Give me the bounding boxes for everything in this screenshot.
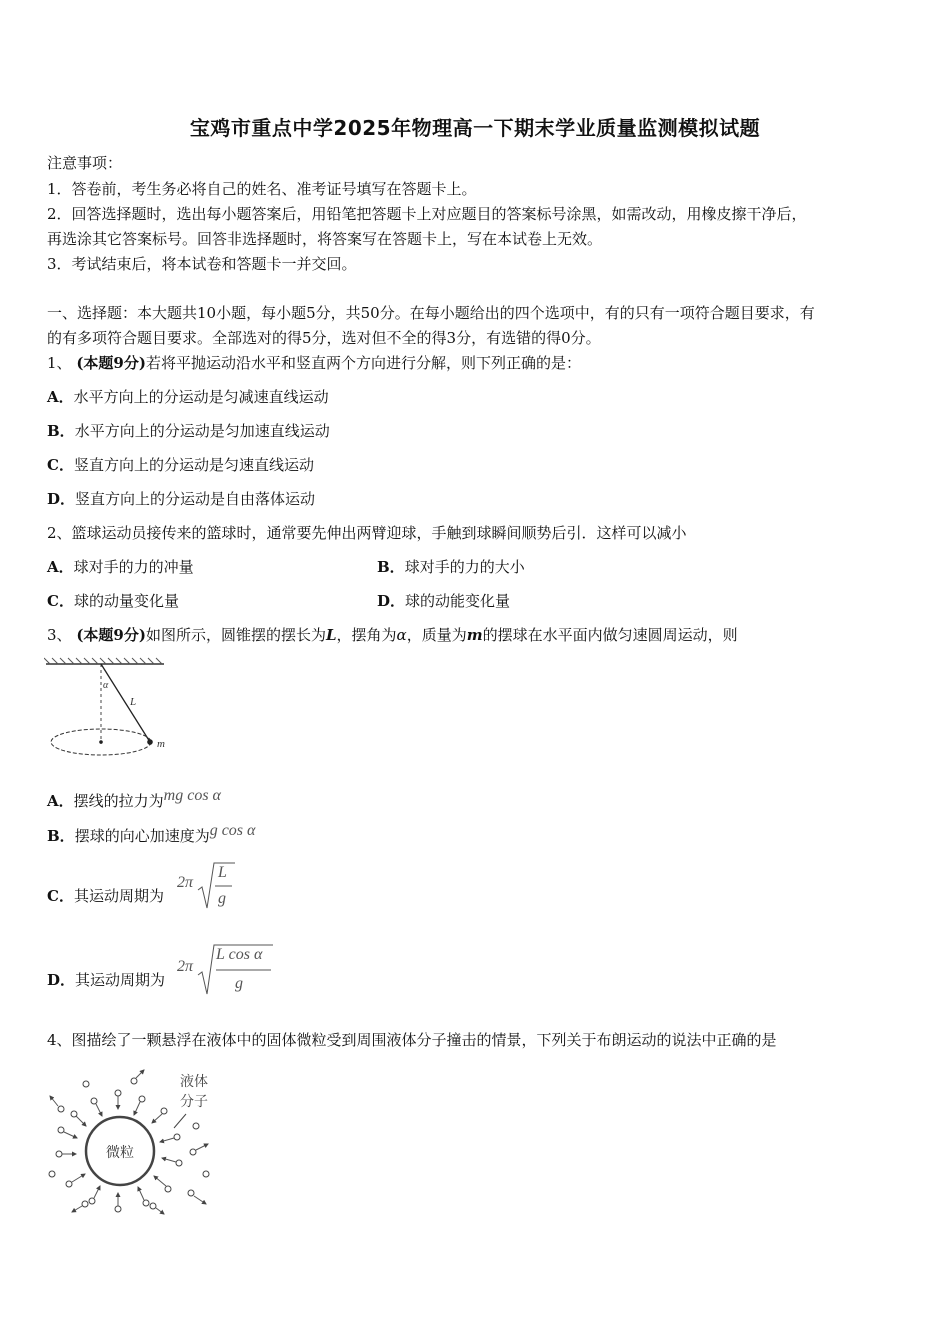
figure-label-liquid: 液体 [180,1075,208,1090]
question-1-option-c[interactable]: C．竖直方向上的分运动是匀速直线运动 [47,456,314,474]
question-2-option-c[interactable]: C．球的动量变化量 [47,592,179,610]
figure-label-molecule: 分子 [180,1095,208,1110]
question-3-option-c-formula: 2π L g [175,860,255,912]
question-3-option-d[interactable]: D．其运动周期为 [47,971,166,989]
sqrt-symbol [197,860,237,912]
question-1-option-d[interactable]: D．竖直方向上的分运动是自由落体运动 [47,490,316,508]
page-title: 宝鸡市重点中学2025年物理高一下期末学业质量监测模拟试题 [189,116,761,140]
question-2-stem: 2、篮球运动员接传来的篮球时，通常要先伸出两臂迎球，手触到球瞬间顺势后引．这样可以减小 [47,524,687,542]
figure-label-alpha: α [103,680,109,691]
question-2-option-b[interactable]: B．球对手的力的大小 [377,558,525,576]
question-3-option-b[interactable]: B．摆球的向心加速度为g cos α [47,822,256,845]
conical-pendulum-figure [44,656,184,766]
question-4-stem: 4、图描绘了一颗悬浮在液体中的固体微粒受到周围液体分子撞击的情景，下列关于布朗运动的说法中正确的是 [47,1031,777,1049]
question-3-option-a[interactable]: A．摆线的拉力为mg cos α [47,787,221,810]
notice-item: 再选涂其它答案标号。回答非选择题时，将答案写在答题卡上，写在本试卷上无效。 [47,230,603,248]
brownian-motion-figure [46,1066,226,1216]
section-instructions: 一、选择题：本大题共10小题，每小题5分，共50分。在每小题给出的四个选项中，有的只有一项符合题目要求，有 [47,304,815,322]
question-1-option-a[interactable]: A．水平方向上的分运动是匀减速直线运动 [47,388,329,406]
question-1-stem: 1、 (本题9分)若将平抛运动沿水平和竖直两个方向进行分解，则下列正确的是： [47,354,581,372]
question-2-option-a[interactable]: A．球对手的力的冲量 [47,558,194,576]
notice-item: 3．考试结束后，将本试卷和答题卡一并交回。 [47,255,357,273]
question-3-stem: 3、 (本题9分)如图所示，圆锥摆的摆长为L，摆角为α，质量为m的摆球在水平面内做匀速圆周运动，则 [47,626,738,644]
question-3-option-c[interactable]: C．其运动周期为 [47,887,164,905]
section-instructions: 的有多项符合题目要求。全部选对的得5分，选对但不全的得3分，有选错的得0分。 [47,329,601,347]
question-1-option-b[interactable]: B．水平方向上的分运动是匀加速直线运动 [47,422,330,440]
question-2-option-d[interactable]: D．球的动能变化量 [377,592,511,610]
question-3-option-d-formula: 2π L cos α g [175,942,285,998]
notice-item: 2．回答选择题时，选出每小题答案后，用铅笔把答题卡上对应题目的答案标号涂黑，如需改动，用橡皮擦干净后， [47,205,807,223]
figure-label-L: L [130,696,137,708]
figure-label-m: m [157,738,165,750]
figure-label-particle: 微粒 [106,1146,134,1161]
notice-item: 1．答卷前，考生务必将自己的姓名、准考证号填写在答题卡上。 [47,180,477,198]
notice-heading: 注意事项： [47,154,123,172]
